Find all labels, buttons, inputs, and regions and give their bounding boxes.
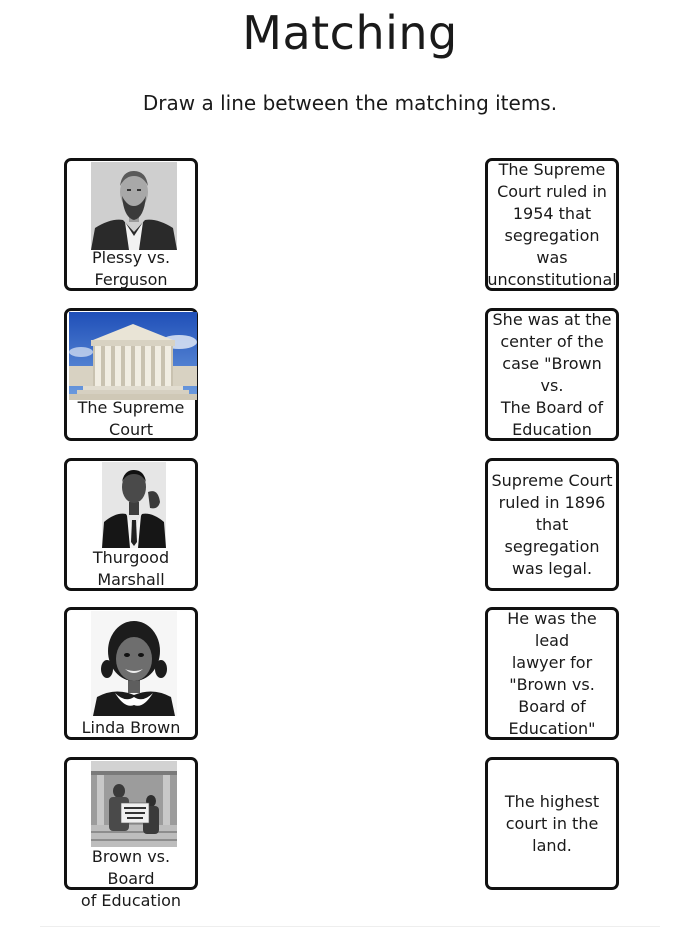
page-title: Matching (242, 6, 458, 60)
card-description: The highest court in the land. (504, 791, 600, 855)
courthouse-steps-photo-image (91, 761, 177, 847)
card-caption: Thurgood Marshall (92, 548, 170, 589)
match-card-linda-brown[interactable] (64, 607, 198, 740)
instructions: Draw a line between the matching items. (142, 91, 558, 115)
card-caption: Brown vs. Board of Education (80, 847, 182, 910)
card-caption: Linda Brown (81, 718, 181, 737)
match-card-plessy-vs-ferguson[interactable] (64, 158, 198, 291)
match-card-brown-vs-board-of-education[interactable] (64, 757, 198, 910)
card-caption: The Supreme Court (77, 398, 185, 439)
match-card-1954-ruling[interactable] (485, 158, 619, 291)
match-card-center-of-case[interactable] (485, 308, 619, 441)
supreme-court-building-image (69, 312, 197, 400)
card-description: The Supreme Court ruled in 1954 that segregation was unconstitutional (487, 159, 617, 289)
match-card-the-supreme-court[interactable] (64, 308, 198, 441)
footer-divider (40, 926, 660, 927)
card-description: Supreme Court ruled in 1896 that segregation was legal. (491, 470, 613, 578)
match-card-highest-court[interactable] (485, 757, 619, 890)
match-card-thurgood-marshall[interactable] (64, 458, 198, 591)
match-card-1896-ruling[interactable] (485, 458, 619, 591)
portrait-man-suit-image (102, 462, 166, 548)
match-card-lead-lawyer[interactable] (485, 607, 619, 740)
portrait-bearded-man-image (91, 162, 177, 250)
card-description: He was the lead lawyer for "Brown vs. Board of Education" (507, 608, 597, 738)
card-caption: Plessy vs. Ferguson (91, 248, 171, 289)
portrait-girl-image (91, 611, 177, 716)
card-description: She was at the center of the case "Brown vs. The Board of Education (492, 309, 612, 439)
